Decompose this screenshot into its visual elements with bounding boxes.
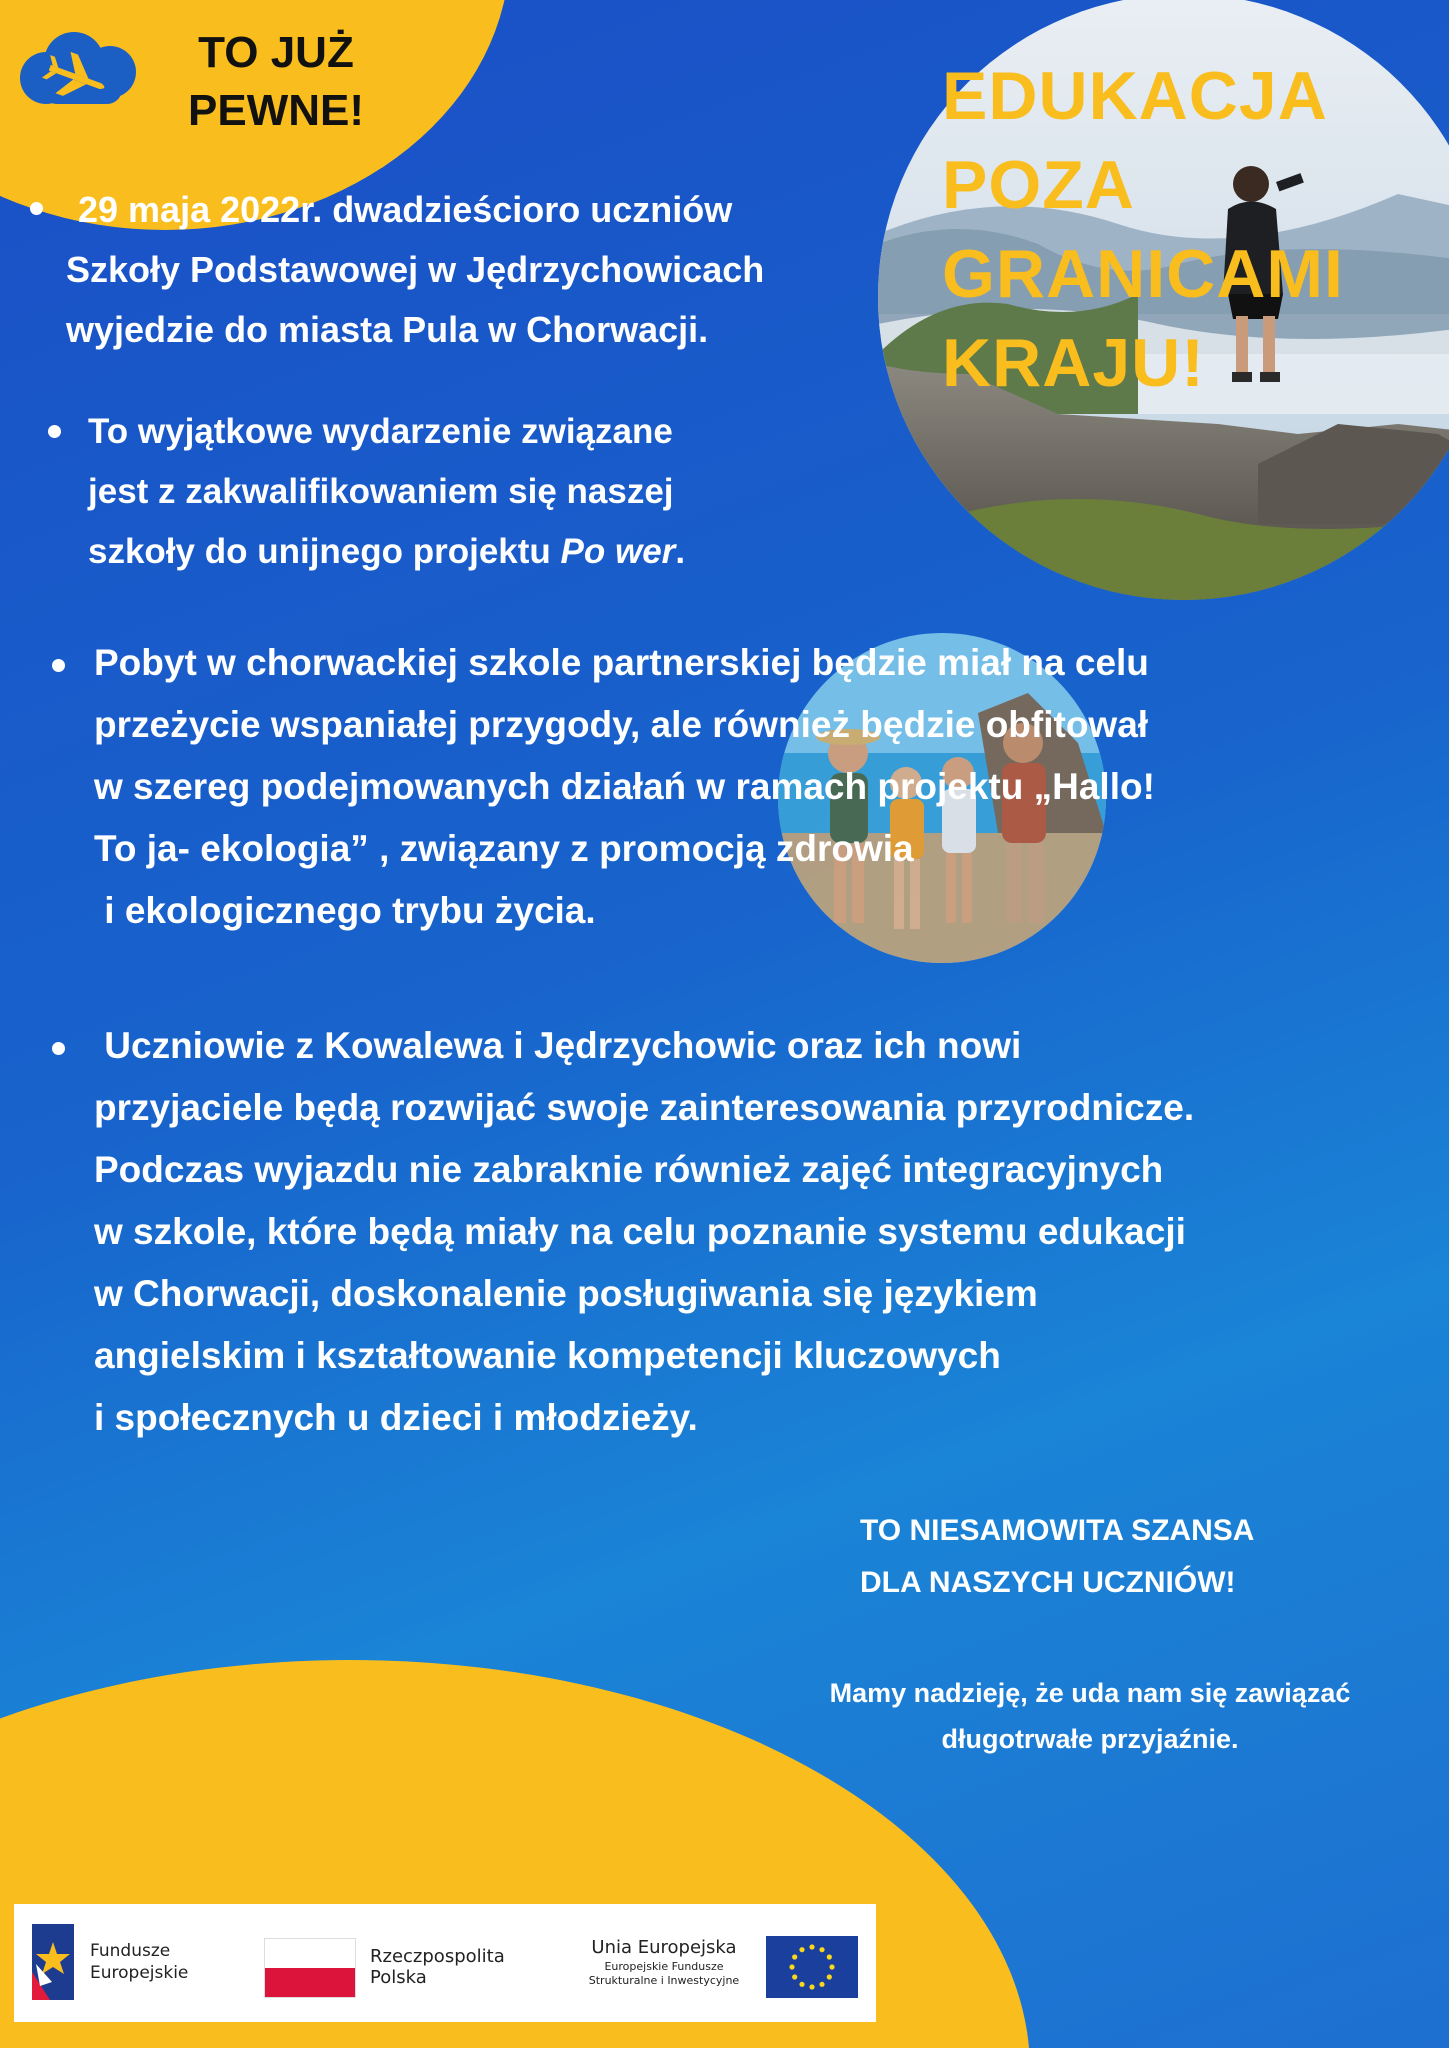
headline-line2: POZA xyxy=(942,147,1135,223)
fundusze-europejskie-text xyxy=(90,1940,188,1984)
eu-star-icon xyxy=(809,1944,814,1949)
headline xyxy=(942,52,1442,408)
eu-flag-icon xyxy=(766,1936,858,1998)
bullet-3-line5: i ekologicznego trybu życia. xyxy=(94,890,596,931)
ue-title: Unia Europejska xyxy=(591,1937,737,1958)
closing-title xyxy=(840,1505,1400,1609)
eu-star-icon xyxy=(799,1947,804,1952)
bullet-4-line5: w Chorwacji, doskonalenie posługiwania się językiem xyxy=(94,1273,1038,1314)
ue-sub1: Europejskie Fundusze xyxy=(604,1960,724,1973)
bullet-4 xyxy=(94,1015,1194,1449)
eu-star-icon xyxy=(819,1947,824,1952)
header-title xyxy=(146,24,406,140)
rzeczpospolita-polska-text xyxy=(370,1946,505,1988)
bullet-2 xyxy=(88,402,685,582)
cloud-airplane-icon xyxy=(12,28,147,116)
closing-note-line1: Mamy nadzieję, że uda nam się zawiązać xyxy=(829,1678,1351,1708)
bullet-3-line3: w szereg podejmowanych działań w ramach projektu „Hallo! xyxy=(94,766,1155,807)
fe-line1: Fundusze xyxy=(90,1941,171,1961)
bullet-2-line2: jest z zakwalifikowaniem się naszej xyxy=(88,472,674,511)
bullet-dot-1 xyxy=(30,202,43,215)
bullet-1-line1: 29 maja 2022r. dwadzieścioro uczniów xyxy=(78,189,733,230)
bullet-3-line2: przeżycie wspaniałej przygody, ale również będzie obfitował xyxy=(94,704,1149,745)
headline-line3: GRANICAMI xyxy=(942,236,1344,312)
bullet-4-line7: i społecznych u dzieci i młodzieży. xyxy=(94,1397,698,1438)
eu-star-icon xyxy=(819,1982,824,1987)
eu-star-icon xyxy=(809,1984,814,1989)
bullet-4-line1: Uczniowie z Kowalewa i Jędrzychowic oraz ich nowi xyxy=(94,1025,1022,1066)
headline-line4: KRAJU! xyxy=(942,325,1205,401)
bullet-3-line4: To ja- ekologia” , związany z promocją zdrowia xyxy=(94,828,914,869)
bullet-4-line2: przyjaciele będą rozwijać swoje zainteresowania przyrodnicze. xyxy=(94,1087,1195,1128)
bullet-4-line4: w szkole, które będą miały na celu poznanie systemu edukacji xyxy=(94,1211,1186,1252)
closing-title-line2: DLA NASZYCH UCZNIÓW! xyxy=(860,1566,1236,1599)
fundusze-europejskie-logo-icon xyxy=(32,1924,74,2000)
rp-line2: Polska xyxy=(370,1967,427,1988)
bullet-2-line3 xyxy=(88,522,685,582)
bullet-dot-2 xyxy=(48,425,61,438)
bullet-dot-4 xyxy=(52,1042,65,1055)
bullet-2-line3-end: . xyxy=(675,532,686,571)
eu-star-icon xyxy=(789,1964,794,1969)
bullet-3 xyxy=(94,632,1155,942)
closing-note-line2: długotrwałe przyjaźnie. xyxy=(941,1724,1239,1754)
header-title-line1: TO JUŻ xyxy=(198,28,354,77)
headline-line1: EDUKACJA xyxy=(942,58,1328,134)
bullet-1 xyxy=(66,180,764,360)
bullet-dot-3 xyxy=(52,659,65,672)
bullet-1-line2: Szkoły Podstawowej w Jędrzychowicach xyxy=(66,249,765,290)
closing-title-line1: TO NIESAMOWITA SZANSA xyxy=(860,1514,1255,1547)
bullet-2-project-name: Po wer xyxy=(560,532,676,571)
eu-star-icon xyxy=(799,1982,804,1987)
bullet-2-line1: To wyjątkowe wydarzenie związane xyxy=(88,412,673,451)
ue-sub2: Strukturalne i Inwestycyjne xyxy=(588,1974,740,1987)
eu-star-icon xyxy=(792,1954,797,1959)
closing-note xyxy=(760,1670,1420,1762)
rp-line1: Rzeczpospolita xyxy=(370,1946,505,1967)
bullet-3-line1: Pobyt w chorwackiej szkole partnerskiej będzie miał na celu xyxy=(94,642,1149,683)
bullet-4-line3: Podczas wyjazdu nie zabraknie również zajęć integracyjnych xyxy=(94,1149,1164,1190)
eu-star-icon xyxy=(827,1954,832,1959)
polish-flag-icon xyxy=(264,1938,356,1998)
eu-star-icon xyxy=(829,1964,834,1969)
unia-europejska-text xyxy=(574,1936,754,1988)
eu-star-icon xyxy=(827,1974,832,1979)
fe-line2: Europejskie xyxy=(90,1963,189,1983)
bullet-1-line3: wyjedzie do miasta Pula w Chorwacji. xyxy=(66,309,709,350)
bullet-2-line3-text: szkoły do unijnego projektu xyxy=(88,532,561,571)
eu-funding-logo-bar xyxy=(14,1904,876,2022)
header-title-line2: PEWNE! xyxy=(188,86,364,135)
eu-star-icon xyxy=(792,1974,797,1979)
bullet-4-line6: angielskim i kształtowanie kompetencji kluczowych xyxy=(94,1335,1001,1376)
